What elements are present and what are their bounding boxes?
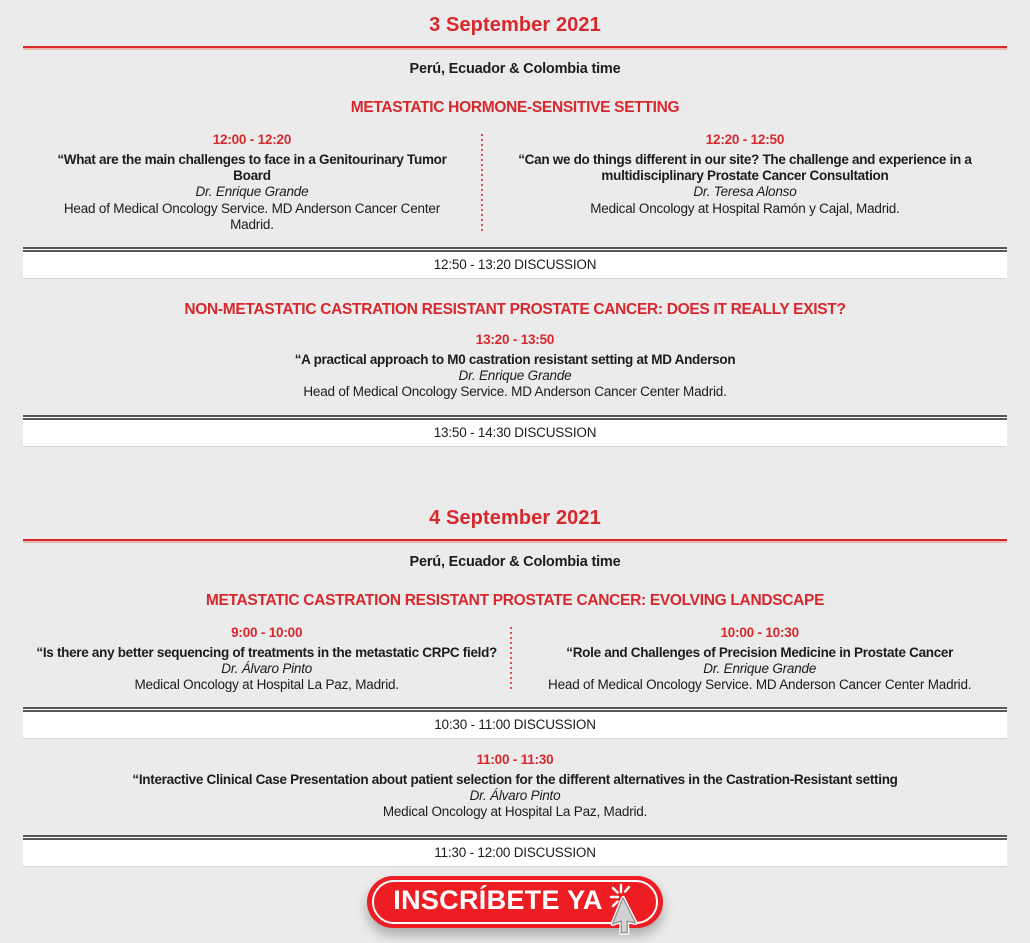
speaker-role: Medical Oncology at Hospital La Paz, Madrid. [382, 804, 648, 820]
timezone-label: Perú, Ecuador & Colombia time [409, 553, 621, 570]
talk-title: “Interactive Clinical Case Presentation about patient selection for the different alternatives in the Castration-Resistant setting [132, 772, 898, 788]
speaker-role: Head of Medical Oncology Service. MD Anderson Cancer Center Madrid. [303, 384, 727, 400]
speaker-name: Dr. Enrique Grande [458, 368, 572, 384]
talk-title: “A practical approach to M0 castration resistant setting at MD Anderson [294, 351, 736, 367]
session-card [483, 132, 1007, 233]
talk-title: “Role and Challenges of Precision Medicine in Prostate Cancer [566, 644, 954, 660]
session-card [23, 625, 510, 694]
session-time: 9:00 - 10:00 [231, 624, 303, 640]
section-heading: METASTATIC HORMONE-SENSITIVE SETTING [350, 99, 680, 116]
discussion-banner: 10:30 - 11:00 DISCUSSION [23, 707, 1007, 739]
timezone-label: Perú, Ecuador & Colombia time [409, 61, 621, 77]
session-columns [23, 625, 1007, 694]
session-columns [23, 132, 1007, 233]
speaker-role: Head of Medical Oncology Service. MD Anderson Cancer Center Madrid. [63, 200, 440, 232]
speaker-name: Dr. Álvaro Pinto [221, 660, 313, 676]
section-heading: METASTATIC CASTRATION RESISTANT PROSTATE CANCER: EVOLVING LANDSCAPE [205, 591, 825, 609]
red-rule [23, 46, 1007, 48]
section-heading: NON-METASTATIC CASTRATION RESISTANT PROSTATE CANCER: DOES IT REALLY EXIST? [184, 300, 846, 318]
session-card [23, 752, 1007, 821]
session-time: 13:20 - 13:50 [475, 331, 555, 347]
day-2-title: 4 September 2021 [429, 506, 601, 529]
speaker-role: Medical Oncology at Hospital La Paz, Madrid. [134, 676, 399, 692]
speaker-name: Dr. Enrique Grande [195, 184, 309, 200]
talk-title: “Can we do things different in our site? The challenge and experience in a multidisciplinary Prostate Cancer Consultation [518, 152, 972, 184]
session-card [23, 332, 1007, 401]
day-1-title: 3 September 2021 [429, 14, 601, 36]
speaker-name: Dr. Enrique Grande [703, 660, 817, 676]
discussion-banner: 13:50 - 14:30 DISCUSSION [23, 415, 1007, 447]
red-rule [23, 539, 1007, 541]
talk-title: “Is there any better sequencing of treatments in the metastatic CRPC field? [36, 644, 497, 660]
session-time: 10:00 - 10:30 [720, 624, 799, 640]
session-time: 12:20 - 12:50 [705, 132, 785, 147]
session-time: 12:00 - 12:20 [212, 132, 292, 147]
speaker-role: Medical Oncology at Hospital Ramón y Cajal, Madrid. [590, 200, 900, 216]
cta-row [23, 876, 1007, 928]
session-card [23, 132, 481, 233]
day-1-section [23, 0, 1007, 447]
talk-title: “What are the main challenges to face in a Genitourinary Tumor Board [57, 152, 447, 184]
day-2-section [23, 493, 1007, 867]
discussion-banner: 11:30 - 12:00 DISCUSSION [23, 835, 1007, 867]
speaker-name: Dr. Teresa Alonso [693, 184, 797, 200]
session-card [512, 625, 1007, 694]
register-button[interactable] [367, 876, 663, 928]
register-button-label: INSCRÍBETE YA [393, 885, 603, 916]
session-time: 11:00 - 11:30 [476, 752, 554, 768]
discussion-banner: 12:50 - 13:20 DISCUSSION [23, 247, 1007, 279]
speaker-name: Dr. Álvaro Pinto [469, 788, 561, 804]
speaker-role: Head of Medical Oncology Service. MD Anderson Cancer Center Madrid. [548, 676, 972, 692]
